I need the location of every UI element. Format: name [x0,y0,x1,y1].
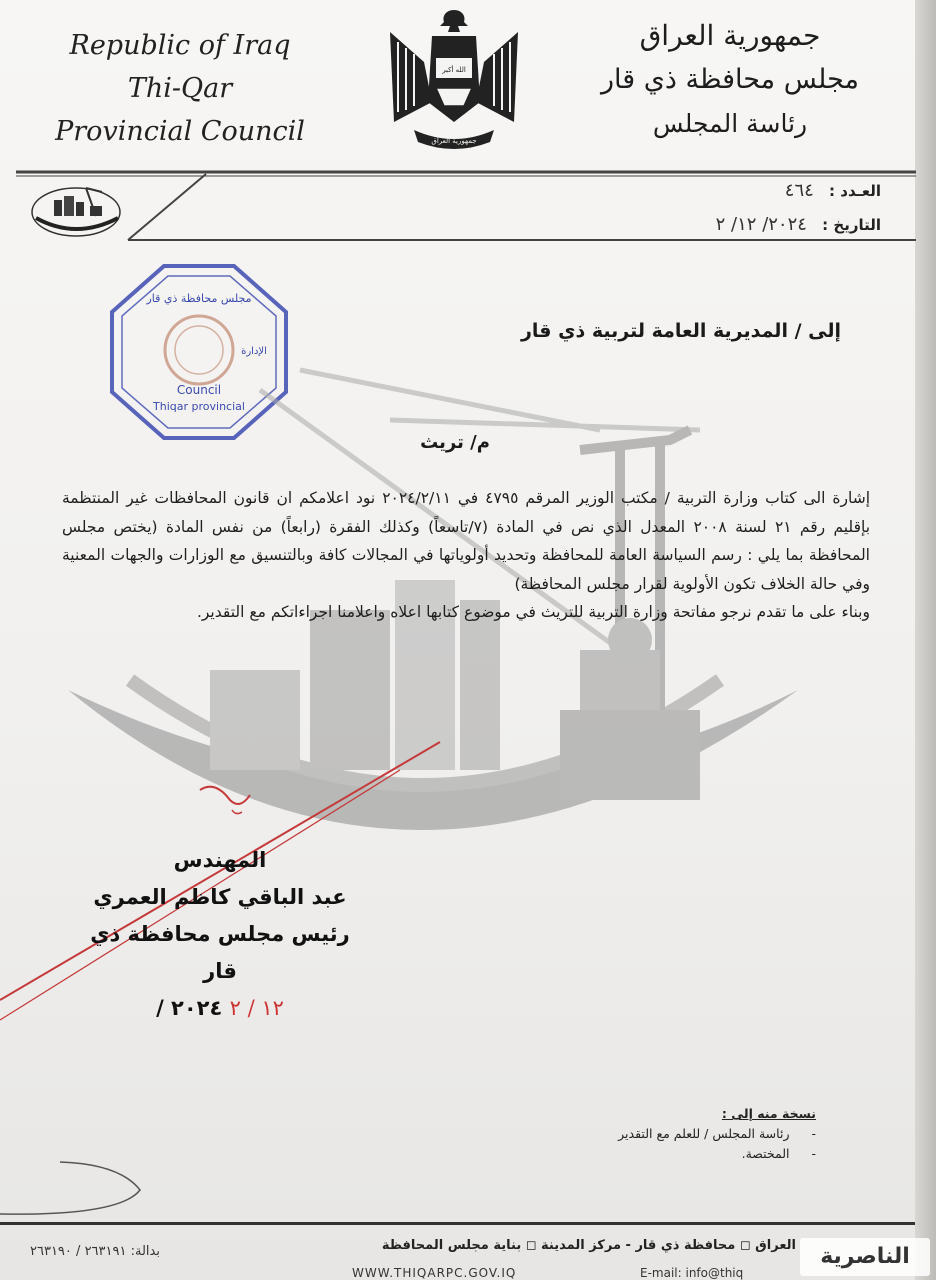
stamp-english-1: Council [176,383,222,397]
emblem-banner-text: جمهورية العراق [431,137,477,145]
signature-date [70,990,370,1027]
stamp-english-2: Thiqar provincial [153,400,245,413]
recipient-line: إلى / المديرية العامة لتربية ذي قار [520,320,841,342]
footer-phones: بدالة: ٢٦٣١٩١ / ٢٦٣١٩٠ [30,1244,160,1259]
stamp-inner-text: الإدارة [241,346,267,357]
page-edge [915,0,936,1280]
signature-date-year: ٢٠٢٤ / [156,996,223,1020]
signature-date-handwritten: ١٢ / ٢ [229,996,284,1020]
copy-to-list [618,1104,816,1164]
ar-line-presidency: رئاسة المجلس [652,109,808,138]
council-logo-icon [26,178,126,238]
copy-to-item: - المختصة. [618,1144,816,1164]
reference-date [716,214,881,235]
arabic-letterhead [600,14,860,146]
ar-line-council: مجلس محافظة ذي قار [601,64,859,95]
footer-rule [0,1222,915,1225]
subject-line: م/ تريث [420,432,490,453]
reference-number [785,180,881,201]
signature-title: المهندس [173,848,267,872]
copy-to-item: - رئاسة المجلس / للعلم مع التقدير [618,1124,816,1144]
emblem-text: الله أكبر [442,66,466,74]
en-line-council: Provincial Council [55,116,305,147]
footer-address: العراق ◻ محافظة ذي قار - مركز المدينة ◻ بناية مجلس المحافظة [381,1238,796,1253]
copy-to-heading: نسخة منه إلى : [721,1106,816,1121]
signature-position: رئيس مجلس محافظة ذي قار [90,922,350,983]
iraq-eagle-emblem-icon [384,2,524,152]
body-paragraph: وبناء على ما تقدم نرجو مفاتحة وزارة التربية للتريث في موضوع كتابها اعلاه واعلامنا اجراءاتكم مع التقدير. [196,603,870,622]
footer-email: E-mail: info@thiq [640,1266,744,1280]
body-paragraph: إشارة الى كتاب وزارة التربية / مكتب الوزير المرقم ٤٧٩٥ في ٢٠٢٤/٢/١١ نود اعلامكم ان قانون المحافظات غير المنتظمة بإقليم رقم ٢١ لسنة ٢٠٠٨ المعدل الذي نص في المادة (٧/تاسعاً) وكذلك الفقرة (رابعاً) من نفس المادة (يختص مجلس المحافظة بما يلي : رسم السياسة العامة للمحافظة وتحديد أولوياتها في المجالات كافة وبالتنسيق مع الوزارات والجهات المعنية وفي حالة الخلاف تكون الأولوية لقرار مجلس المحافظة) [62,489,871,593]
news-watermark-badge: الناصرية [800,1238,930,1276]
signature-block [70,842,370,1027]
header-rule [16,170,916,250]
stamp-arabic-text: مجلس محافظة ذي قار [146,292,252,305]
letter-body [62,484,870,627]
reference-number-value: ٤٦٤ [784,180,814,201]
footer-website: WWW.THIQARPC.GOV.IQ [352,1266,517,1280]
ar-line-country: جمهورية العراق [639,19,821,52]
reference-number-label: العـدد : [829,182,881,200]
signature-name: عبد الباقي كاظم العمري [93,885,347,909]
reference-date-label: التاريخ : [822,216,881,234]
page-curl-shadow [0,1160,160,1230]
english-letterhead [40,24,320,153]
reference-date-value: ٢٠٢٤/ ١٢/ ٢ [715,214,807,235]
en-line-country: Republic of Iraq [69,30,291,61]
en-line-province: Thi-Qar [127,73,233,104]
